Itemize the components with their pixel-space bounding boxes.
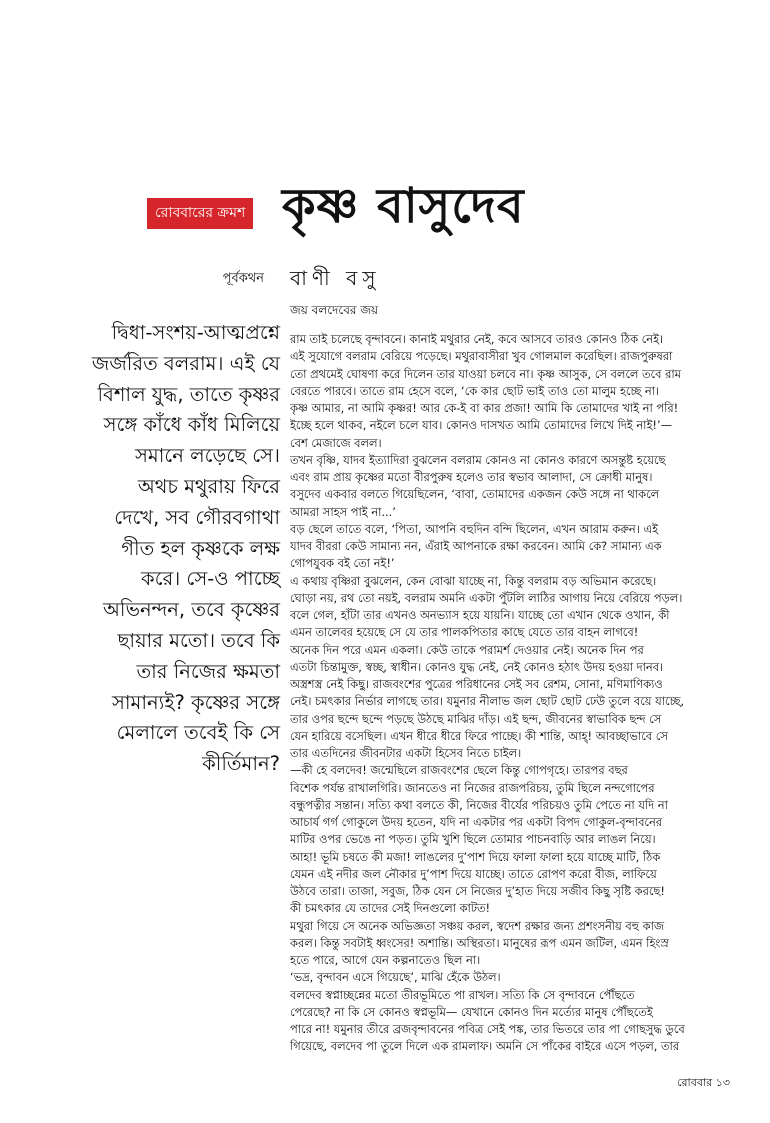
- author-byline: বাণী বসু: [290, 266, 381, 290]
- pull-quote-line: জর্জরিত বলরাম। এই যে: [91, 351, 280, 375]
- body-line: যেমন এই নদীর জল নৌকার দু’পাশ দিয়ে যাচ্ছে। তাতে রোপণ করো বীজ, লাফিয়ে: [290, 866, 657, 881]
- body-line: গোপযুবক বই তো নই!’: [290, 556, 395, 571]
- body-line: এতটা চিন্তামুক্ত, স্বচ্ছ, স্বাধীন। কোনও যুদ্ধ নেই, নেই কোনও হঠাৎ উদয় হওয়া দানব।: [290, 659, 664, 674]
- pull-quote-line: দেখে, সব গৌরবগাথা: [114, 505, 280, 529]
- body-line: করল। কিন্তু সবটাই ধ্বংসের! অশান্তি। অস্থিরতা। মানুষের রূপ এমন জটিল, এমন হিংস্র: [290, 935, 669, 950]
- pull-quote-line: গীত হল কৃষ্ণকে লক্ষ: [121, 536, 280, 560]
- body-line: রাম তাই চলেছে বৃন্দাবনে। কানাই মথুরার নেই, কবে আসবে তারও কোনও ঠিক নেই।: [290, 332, 664, 346]
- body-line: কৃষ্ণ আমার, না আমি কৃষ্ণর! আর কে-ই বা কার প্রজা! আমি কি তোমাদের খাই না পরি!: [290, 401, 679, 415]
- pull-quote-line: সঙ্গে কাঁধে কাঁধ মিলিয়ে: [103, 413, 280, 437]
- body-line: বন্ধুপত্নীর সন্তান। সত্যি কথা বলতে কী, নিজের বীর্যের পরিচয়ও তুমি পেতে না যদি না: [290, 797, 668, 812]
- page-folio: রোববার ১৩: [677, 1076, 730, 1089]
- body-line: পারে না! যমুনার তীরে ব্রজবৃন্দাবনের পবিত্র সেই পঙ্ক, তার ভিতরে তার পা গোছসুদ্ধ ডুবে: [290, 1022, 685, 1036]
- body-line: তো প্রথমেই ঘোষণা করে দিলেন তার যাওয়া চলবে না। কৃষ্ণ আসুক, সে বললে তবে রাম: [290, 366, 681, 381]
- pull-quote-line: অভিনন্দন, তবে কৃষ্ণের: [103, 598, 280, 622]
- body-line: ঘোড়া নয়, রথ তো নয়ই, বলরাম অমনি একটা পুঁটলি লাঠির আগায় নিয়ে বেরিয়ে পড়ল।: [290, 590, 683, 605]
- pull-quote-line: তার নিজের ক্ষমতা: [136, 659, 280, 683]
- body-line: যেন হারিয়ে বসেছিল। এখন ধীরে ধীরে ফিরে পাচ্ছে। কী শান্তি, আহ্! আবচ্ছাভাবে সে: [290, 728, 668, 743]
- body-line: এমন তালেবর হয়েছে সে যে তার পালকপিতার কাছে যেতে তার বাহন লাগবে!: [290, 625, 639, 640]
- previously-label: পূর্বকথন: [222, 271, 264, 286]
- pull-quote-line: কীর্তিমান?: [202, 752, 280, 776]
- pull-quote-line: মেলালে তবেই কি সে: [116, 721, 280, 745]
- pull-quote-line: অথচ মথুরায় ফিরে: [137, 474, 280, 498]
- body-line: উঠবে তারা। তাজা, সবুজ, ঠিক যেন সে নিজের দু’হাত দিয়ে সজীব কিছু সৃষ্টি করছে!: [290, 884, 665, 898]
- body-line: মাটির ওপর ভেঙে না পড়ত। তুমি খুশি ছিলে তোমার পাচনবাড়ি আর লাঙল নিয়ে।: [290, 832, 656, 847]
- body-line: ইচ্ছে হলে থাকব, নইলে চলে যাব। কোনও দাসখত আমি তোমাদের লিখে দিই নাই!’—: [290, 418, 672, 433]
- body-line: পেরেছে? না কি সে কোনও স্বপ্নভূমি— যেখানে কোনও দিন মর্ত্যের মানুষ পৌঁছতেই: [290, 1004, 653, 1019]
- pull-quote-line: ছায়ার মতো। তবে কি: [117, 628, 280, 652]
- body-line: বেশ মেজাজে বলল।: [290, 435, 382, 450]
- story-title: কৃষ্ণ বাসুদেব: [282, 178, 525, 234]
- body-line: গিয়েছে, বলদেব পা তুলে দিলে এক রামলাফ। অমনি সে পাঁকের বাইরে এসে পড়ল, তার: [290, 1039, 680, 1054]
- body-line: বসুদেব একবার বলতে গিয়েছিলেন, ‘বাবা, তোমাদের একজন কেউ সঙ্গে না থাকলে: [290, 487, 660, 502]
- body-line: হতে পারে, আগে যেন কল্পনাতেও ছিল না।: [290, 953, 481, 967]
- body-line: —কী হে বলদেব! জন্মেছিলে রাজবংশের ছেলে কিন্তু গোপগৃহে। তারপর বছর: [290, 763, 628, 778]
- body-line: বিশেক পর্যন্ত রাখালগিরি। জানতেও না নিজের রাজপরিচয়, তুমি ছিলে নন্দগোপের: [290, 780, 655, 795]
- body-line: নেই। চমৎকার নির্ভার লাগছে তার। যমুনার নীলাভ জল ছোট ছোট ঢেউ তুলে বয়ে যাচ্ছে,: [290, 694, 684, 709]
- body-line: বলদেব স্বপ্নাচ্ছন্নের মতো তীরভূমিতে পা রাখল। সত্যি কি সে বৃন্দাবনে পৌঁছতে: [290, 987, 635, 1002]
- body-line: অস্ত্রশস্ত্র নেই কিছু। রাজবংশের পুত্রের পরিধানের সেই সব রেশম, সোনা, মণিমাণিক্যও: [290, 677, 663, 691]
- body-line: কী চমৎকার যে তাদের সেই দিনগুলো কাটত!: [290, 901, 491, 916]
- body-line: মথুরা গিয়ে সে অনেক অভিজ্ঞতা সঞ্চয় করল, স্বদেশ রক্ষার জন্য প্রশংসনীয় বহু কাজ: [290, 918, 665, 933]
- body-line: তার ওপর ছন্দে ছন্দে পড়ছে উঠছে মাঝির দাঁড়। এই ছন্দ, জীবনের স্বাভাবিক ছন্দ সে: [290, 711, 662, 726]
- pull-quote-line: বিশাল যুদ্ধ, তাতে কৃষ্ণর: [97, 382, 280, 406]
- body-line: বেরতে পারবে। তাতে রাম হেসে বলে, ‘কে কার ছোট ভাই তাও তো মালুম হচ্ছে না।: [290, 383, 660, 398]
- pull-quote-line: সামান্যই? কৃষ্ণের সঙ্গে: [112, 690, 280, 714]
- body-line: বলে গেল, হাঁটা তার এখনও অনভ্যাস হয়ে যায়নি। যাচ্ছে তো এখান থেকে ওখান, কী: [290, 608, 670, 622]
- body-line: যাদব বীররা কেউ সামান্য নন, এঁরাই আপনাকে রক্ষা করবেন। আমি কে? সামান্য এক: [290, 539, 662, 553]
- pull-quote-line: দ্বিধা-সংশয়-আত্মপ্রশ্নে: [111, 321, 280, 344]
- body-line: এ কথায় বৃষ্ণিরা বুঝলেন, কেন বোঝা যাচ্ছে না, কিন্তু বলরাম বড় অভিমান করেছে।: [290, 573, 657, 588]
- body-line: এই সুযোগে বলরাম বেরিয়ে পড়েছে। মথুরাবাসীরা খুব গোলমাল করেছিল। রাজপুরুষরা: [290, 349, 673, 364]
- body-line: আচার্য গর্গ গোকুলে উদয় হতেন, যদি না একটার পর একটা বিপদ গোকুল-বৃন্দাবনের: [290, 815, 663, 829]
- series-tag: রোববারের ক্রমশ: [147, 198, 253, 229]
- body-line: তখন বৃষ্ণি, যাদব ইত্যাদিরা বুঝলেন বলরাম কোনও না কোনও কারণে অসন্তুষ্ট হয়েছে: [290, 452, 666, 467]
- section-intro: জয় বলদেবের জয়: [290, 303, 379, 317]
- pull-quote-line: করে। সে-ও পাচ্ছে: [141, 567, 280, 591]
- body-line: এবং রাম প্রায় কৃষ্ণের মতো বীরপুরুষ হলেও তার স্বভাব আলাদা, সে ক্রোধী মানুষ।: [290, 470, 653, 484]
- body-line: অনেক দিন পরে এমন একলা। কেউ তাকে পরামর্শ দেওয়ার নেই। অনেক দিন পর: [290, 642, 644, 657]
- body-text: [290, 331, 732, 1056]
- body-line: তার এতদিনের জীবনটার একটা হিসেব নিতে চাইল।: [290, 746, 522, 760]
- body-line: আহা! ভূমি চষতে কী মজা! লাঙলের দু’পাশ দিয়ে ফালা ফালা হয়ে যাচ্ছে মাটি, ঠিক: [290, 849, 661, 864]
- pull-quote: [40, 318, 280, 780]
- body-line: বড় ছেলে তাতে বলে, ‘পিতা, আপনি বহুদিন বন্দি ছিলেন, এখন আরাম করুন। এই: [290, 521, 658, 536]
- body-line: আমরা সাহস পাই না...’: [290, 504, 396, 519]
- body-line: ‘ভদ্র, বৃন্দাবন এসে গিয়েছে’, মাঝি হেঁকে উঠল।: [290, 970, 501, 985]
- pull-quote-line: সমানে লড়েছে সে।: [135, 444, 280, 468]
